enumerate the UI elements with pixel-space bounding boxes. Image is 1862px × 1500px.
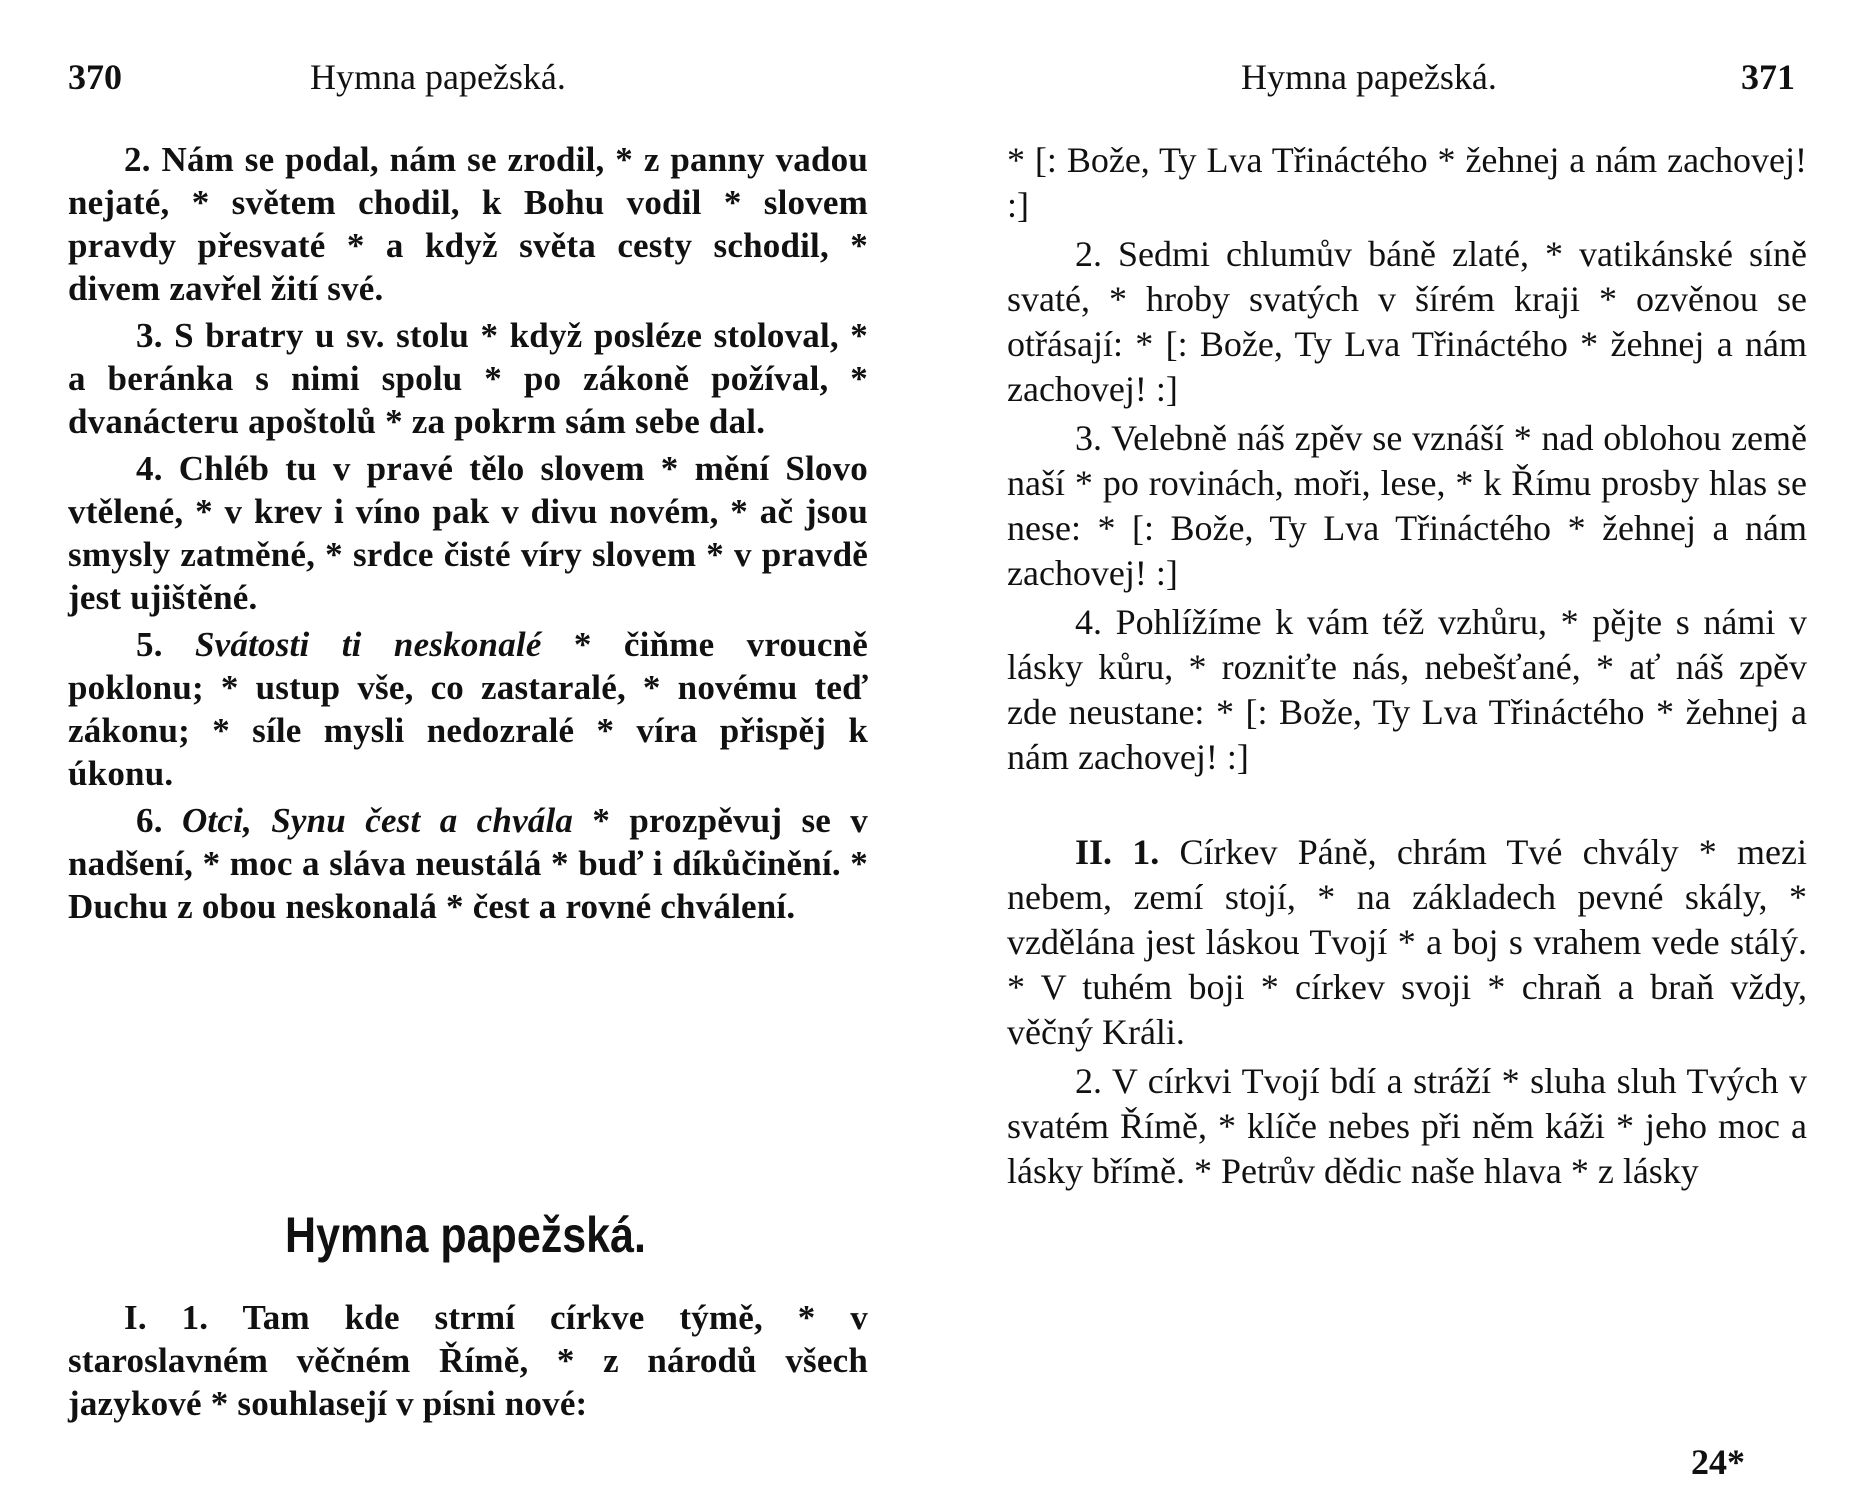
right-running-title: Hymna papežská. bbox=[1241, 57, 1497, 97]
left-page-number: 370 bbox=[68, 57, 122, 97]
verse bbox=[68, 799, 868, 928]
verse-number: 2. bbox=[1075, 1061, 1102, 1101]
verse bbox=[68, 314, 868, 443]
right-page-number: 371 bbox=[1741, 57, 1795, 97]
verse-italic: Svátosti ti neskonalé bbox=[195, 625, 542, 664]
right-page bbox=[931, 0, 1862, 1500]
verse-number: 5. bbox=[136, 625, 163, 664]
verse-text: Církev Páně, chrám Tvé chvály * mezi nebem, zemí stojí, * na základech pevné skály, * vzdělána jest láskou Tvojí * a boj s vrahem vede stálý. * V tuhém boji * církev svoji * chraň a braň vždy, věčný Králi. bbox=[1007, 832, 1807, 1052]
verse bbox=[1007, 600, 1807, 780]
verse-text: Sedmi chlumův báně zlaté, * vatikánské síně svaté, * hroby svatých v šírém kraji * ozvěnou se otřásají: * [: Bože, Ty Lva Třináctého * žehnej a nám zachovej! :] bbox=[1007, 234, 1808, 409]
part-number: II. 1. bbox=[1075, 832, 1160, 872]
verse-number: 2. bbox=[1075, 234, 1102, 274]
verse-number: 3. bbox=[136, 316, 163, 355]
signature-mark: 24* bbox=[1691, 1442, 1745, 1482]
left-running-title: Hymna papežská. bbox=[310, 57, 566, 97]
verse-text: Pohlížíme k vám též vzhůru, * pějte s námi v lásky kůru, * rozniťte nás, nebešťané, * ať náš zpěv zde neustane: * [: Bože, Ty Lva Třináctého * žehnej a nám zachovej! :] bbox=[1007, 602, 1807, 777]
left-column-lower bbox=[68, 1296, 868, 1429]
verse-number: 2. bbox=[124, 140, 151, 179]
verse-text: Chléb tu v pravé tělo slovem * mění Slovo vtělené, * v krev i víno pak v divu novém, * ač jsou smysly zatměné, * srdce čisté víry slovem * v pravdě jest ujištěné. bbox=[68, 449, 869, 617]
verse-text: * prozpěvuj se v nadšení, * moc a sláva neustálá * buď i díkůčinění. * Duchu z obou neskonalá * čest a rovné chválení. bbox=[68, 801, 868, 926]
verse-text: Tam kde strmí církve týmě, * v staroslavném věčném Římě, * z národů všech jazykové * souhlasejí v písni nové: bbox=[68, 1298, 868, 1423]
section-heading: Hymna papežská. bbox=[285, 1207, 646, 1263]
verse-text: S bratry u sv. stolu * když posléze stoloval, * a beránka s nimi spolu * po zákoně požíval, * dvanácteru apoštolů * za pokrm sám sebe dal. bbox=[68, 316, 868, 441]
verse bbox=[1007, 232, 1807, 412]
right-column bbox=[1007, 138, 1807, 1198]
verse-text: Velebně náš zpěv se vznáší * nad oblohou země naší * po rovinách, moři, lese, * k Římu prosby hlas se nese: * [: Bože, Ty Lva Třináctého * žehnej a nám zachovej! :] bbox=[1007, 418, 1808, 593]
verse-number: 4. bbox=[1075, 602, 1102, 642]
verse-number: 3. bbox=[1075, 418, 1102, 458]
verse-text: * čiňme vroucně poklonu; * ustup vše, co zastaralé, * novému teď zákonu; * síle mysli nedozralé * víra přispěj k úkonu. bbox=[68, 625, 868, 793]
verse-number: 4. bbox=[136, 449, 163, 488]
verse-text: * [: Bože, Ty Lva Třináctého * žehnej a nám zachovej! :] bbox=[1007, 140, 1807, 225]
left-column bbox=[68, 138, 868, 932]
verse bbox=[68, 623, 868, 795]
verse-text: V církvi Tvojí bdí a stráží * sluha sluh Tvých v svatém Římě, * klíče nebes při něm káži * jeho moc a lásky břímě. * Petrův dědic naše hlava * z lásky bbox=[1007, 1061, 1807, 1191]
part-number: I. 1. bbox=[124, 1298, 209, 1337]
verse-text: Nám se podal, nám se zrodil, * z panny vadou nejaté, * světem chodil, k Bohu vodil * slovem pravdy přesvaté * a když světa cesty schodil, * divem zavřel žití své. bbox=[68, 140, 868, 308]
verse bbox=[1007, 416, 1807, 596]
verse bbox=[68, 1296, 868, 1425]
verse bbox=[1007, 1059, 1807, 1194]
verse-number: 6. bbox=[136, 801, 163, 840]
verse bbox=[68, 138, 868, 310]
verse-italic: Otci, Synu čest a chvála bbox=[181, 801, 574, 840]
verse bbox=[1007, 830, 1807, 1055]
verse bbox=[68, 447, 868, 619]
verse bbox=[1007, 138, 1807, 228]
